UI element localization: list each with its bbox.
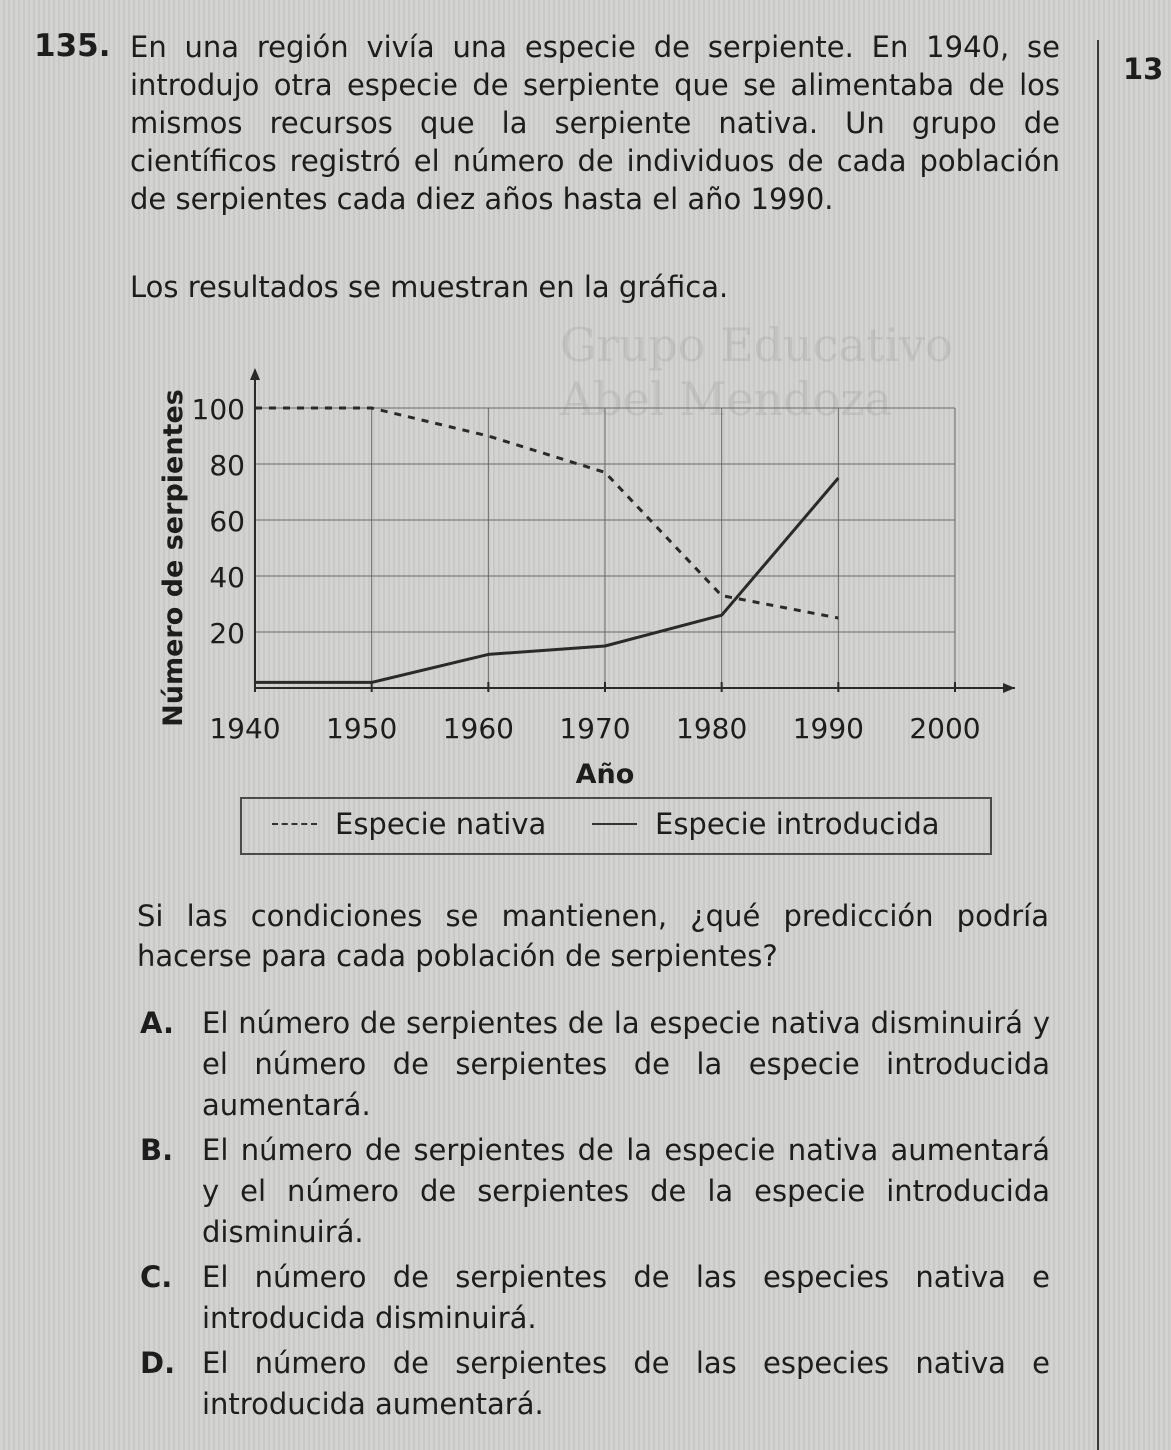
line-chart-svg [140,350,1030,790]
option-text: El número de serpientes de las especies nativa e introducida aumentará. [202,1346,1050,1421]
option-d[interactable] [140,1343,1050,1425]
legend-item-native [272,807,546,841]
option-letter: C. [140,1260,173,1294]
option-a[interactable] [140,1003,1050,1126]
y-tick-label: 100 [191,393,245,426]
y-tick-label: 20 [209,617,245,650]
x-tick-label: 1990 [792,712,864,745]
legend-introduced-label: Especie introducida [655,807,940,841]
y-tick-label: 60 [209,505,245,538]
option-text: El número de serpientes de la especie nativa aumentará y el número de serpientes de la especie introducida disminuirá. [202,1133,1050,1249]
x-axis-arrow [1003,683,1015,693]
x-tick-label: 1970 [559,712,631,745]
y-axis-label: Número de serpientes [158,389,189,727]
question-prompt: Si las condiciones se mantienen, ¿qué predicción podría hacerse para cada población de serpientes? [137,899,1049,973]
question-text: En una región vivía una especie de serpiente. En 1940, se introdujo otra especie de serpiente que se alimentaba de los mismos recursos que la serpiente nativa. Un grupo de científicos registró el número de individuos de cada población de serpientes cada diez años hasta el año 1990. [130,30,1060,216]
series-line-native [255,408,838,618]
y-axis-arrow [250,368,260,380]
option-letter: D. [140,1346,176,1380]
series-line-introduced [255,478,838,682]
question-number: 135. [34,28,111,64]
x-axis-label: Año [575,759,635,790]
legend-item-introduced [592,807,940,841]
x-tick-label: 2000 [909,712,981,745]
y-tick-label: 80 [209,449,245,482]
x-tick-label: 1950 [326,712,398,745]
option-text: El número de serpientes de las especies nativa e introducida disminuirá. [202,1260,1050,1335]
chart-legend [240,797,992,855]
results-line: Los resultados se muestran en la gráfica. [130,270,729,304]
column-divider [1097,40,1099,1450]
chart [140,350,1030,790]
option-letter: B. [140,1133,174,1167]
option-letter: A. [140,1006,174,1040]
option-text: El número de serpientes de la especie nativa disminuirá y el número de serpientes de la especie introducida aumentará. [202,1006,1050,1122]
option-b[interactable] [140,1130,1050,1253]
x-tick-label: 1960 [442,712,514,745]
legend-solid-swatch [592,823,637,825]
legend-native-label: Especie nativa [335,807,547,841]
watermark-line-2: Abel Mendoza [560,372,892,426]
legend-dashed-swatch [272,823,317,825]
y-tick-label: 40 [209,561,245,594]
next-question-number: 13 [1123,52,1164,86]
answer-options [140,1003,1050,1429]
watermark-line-1: Grupo Educativo [560,318,953,372]
option-c[interactable] [140,1257,1050,1339]
x-tick-label: 1980 [676,712,748,745]
x-tick-label: 1940 [209,712,281,745]
